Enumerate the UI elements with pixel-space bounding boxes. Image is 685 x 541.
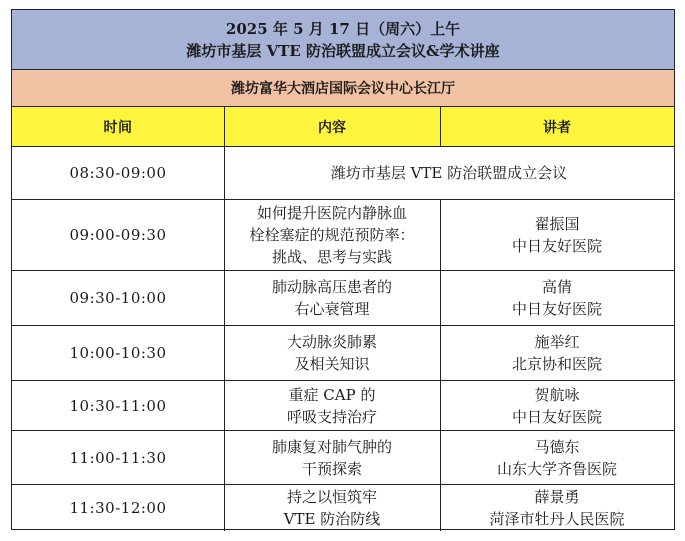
column-divider: [440, 200, 441, 270]
column-divider: [440, 107, 441, 147]
column-divider: [224, 147, 225, 199]
session-time: 09:30-10:00: [69, 289, 167, 307]
session-speaker: [440, 381, 674, 430]
speaker-affiliation: 中日友好医院: [511, 237, 602, 255]
session-topic-line: 肺动脉高压患者的: [271, 278, 392, 296]
column-divider: [440, 485, 441, 531]
column-divider: [224, 200, 225, 270]
column-divider: [440, 381, 441, 430]
schedule-table: [11, 9, 675, 530]
table-row: [12, 485, 674, 531]
session-time: 11:30-12:00: [69, 499, 167, 517]
table-row: [12, 326, 674, 381]
session-time: 11:00-11:30: [69, 448, 167, 467]
session-topic-line: 如何提升医院内静脉血: [256, 204, 407, 222]
session-topic-line: 挑战、思考与实践: [271, 248, 392, 266]
column-header-topic: 内容: [318, 120, 346, 136]
column-divider: [224, 326, 225, 380]
session-topic-line: 潍坊市基层 VTE 防治联盟成立会议: [330, 164, 568, 182]
session-topic: [224, 431, 440, 484]
table-row: [12, 381, 674, 431]
session-speaker: [440, 200, 674, 270]
session-topic-line: 干预探索: [301, 459, 362, 478]
speaker-name: 施举红: [534, 333, 580, 351]
speaker-affiliation: 中日友好医院: [511, 407, 602, 426]
column-divider: [440, 271, 441, 325]
session-topic: [224, 147, 674, 199]
session-topic-line: 及相关知识: [294, 355, 370, 373]
session-topic-line: 重症 CAP 的: [288, 385, 376, 404]
table-row: [12, 431, 674, 485]
session-topic: [224, 200, 440, 270]
speaker-name: 高倩: [541, 278, 572, 296]
session-topic: [224, 271, 440, 325]
column-divider: [224, 431, 225, 484]
session-time: 09:00-09:30: [69, 226, 167, 244]
speaker-name: 贺航咏: [534, 385, 580, 404]
column-divider: [224, 381, 225, 430]
table-row: [12, 147, 674, 200]
session-time: 10:00-10:30: [69, 344, 167, 362]
session-speaker: [440, 431, 674, 484]
session-speaker: [440, 485, 674, 531]
session-speaker: [440, 271, 674, 325]
speaker-name: 薛景勇: [534, 488, 580, 506]
session-topic-line: 持之以恒筑牢: [286, 488, 377, 506]
speaker-name: 马德东: [534, 437, 580, 456]
session-topic-line: 肺康复对肺气肿的: [271, 437, 392, 456]
event-title: 潍坊市基层 VTE 防治联盟成立会议&学术讲座: [186, 41, 500, 60]
session-topic-line: 右心衰管理: [294, 300, 370, 318]
event-date: 2025 年 5 月 17 日（周六）上午: [225, 19, 461, 38]
column-divider: [224, 107, 225, 147]
column-divider: [440, 326, 441, 380]
venue-band: [12, 70, 674, 107]
column-divider: [440, 431, 441, 484]
session-topic-line: VTE 防治防线: [283, 510, 381, 528]
session-topic: [224, 381, 440, 430]
session-speaker: [440, 326, 674, 380]
speaker-affiliation: 中日友好医院: [511, 300, 602, 318]
speaker-affiliation: 山东大学齐鲁医院: [496, 459, 617, 478]
speaker-affiliation: 菏泽市牡丹人民医院: [489, 510, 625, 528]
venue-name: 潍坊富华大酒店国际会议中心长江厅: [231, 81, 455, 97]
session-topic: [224, 326, 440, 380]
table-row: [12, 200, 674, 271]
speaker-name: 翟振国: [534, 215, 580, 233]
session-topic: [224, 485, 440, 531]
column-divider: [224, 485, 225, 531]
session-topic-line: 大动脉炎肺累: [286, 333, 377, 351]
column-divider: [224, 271, 225, 325]
session-time: 08:30-09:00: [69, 164, 167, 182]
column-header-speaker: 讲者: [543, 120, 571, 136]
session-topic-line: 栓栓塞症的规范预防率：: [249, 226, 415, 244]
title-band: [12, 10, 674, 70]
session-topic-line: 呼吸支持治疗: [286, 407, 377, 426]
column-header-time: 时间: [103, 120, 133, 136]
session-time: 10:30-11:00: [69, 396, 167, 415]
table-row: [12, 271, 674, 326]
speaker-affiliation: 北京协和医院: [511, 355, 602, 373]
